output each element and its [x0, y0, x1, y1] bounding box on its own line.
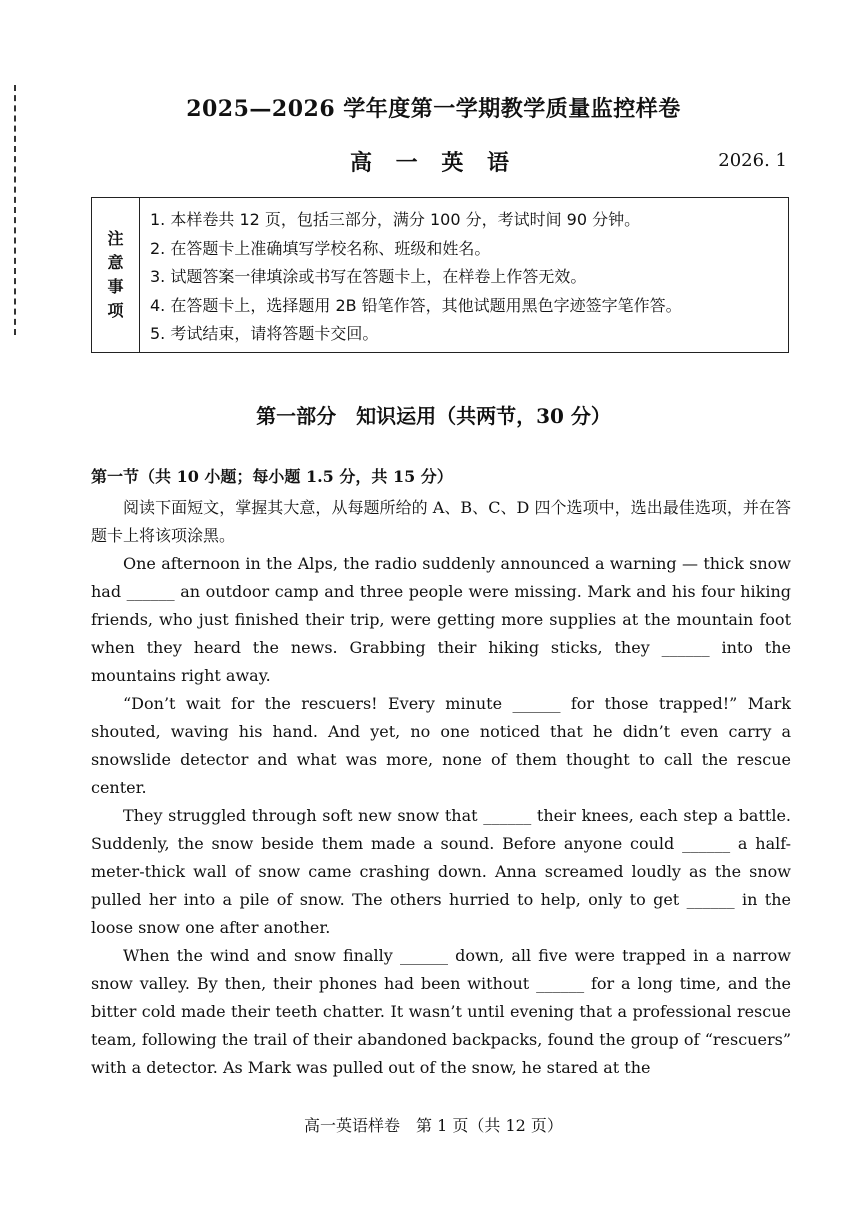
passage-paragraph: “Don’t wait for the rescuers! Every minute ______ for those trapped!” Mark shouted, waving his hand. And yet, no one noticed that he didn’t even carry a snowslide detector and what was more, none of them thought to call the rescue center. — [91, 694, 791, 797]
notice-item: 3. 试题答案一律填涂或书写在答题卡上，在样卷上作答无效。 — [150, 267, 587, 286]
notice-item: 1. 本样卷共 12 页，包括三部分，满分 100 分，考试时间 90 分钟。 — [150, 210, 641, 229]
exam-title: 2025—2026 学年度第一学期教学质量监控样卷 — [186, 96, 681, 122]
notice-label-char: 事 — [107, 277, 124, 296]
notice-box — [91, 197, 789, 353]
notice-label-char: 注 — [107, 229, 124, 248]
section-one-title: 第一节（共 10 小题；每小题 1.5 分，共 15 分） — [91, 467, 453, 486]
notice-label-char: 项 — [107, 301, 124, 320]
cloze-passage — [91, 494, 791, 1082]
passage-paragraph: One afternoon in the Alps, the radio suddenly announced a warning — thick snow had ______ an outdoor camp and three people were missing. Mark and his four hiking friends, who just finished their trip, were getting more supplies at the mountain foot when they heard the news. Grabbing their hiking sticks, they ______ into the mountains right away. — [91, 554, 791, 685]
notice-label — [92, 198, 140, 352]
exam-date: 2026. 1 — [718, 150, 787, 171]
passage-paragraph: When the wind and snow finally ______ down, all five were trapped in a narrow snow valley. By then, their phones had been without ______ for a long time, and the bitter cold made their teeth chatter. It wasn’t until evening that a professional rescue team, following the trail of their abandoned backpacks, found the group of “rescuers” with a detector. As Mark was pulled out of the snow, he stared at the — [91, 946, 791, 1077]
subject-title: 高 一 英 语 — [350, 150, 517, 176]
notice-item: 5. 考试结束，请将答题卡交回。 — [150, 324, 379, 343]
notice-item: 2. 在答题卡上准确填写学校名称、班级和姓名。 — [150, 238, 491, 258]
instruction-paragraph: 阅读下面短文，掌握其大意，从每题所给的 A、B、C、D 四个选项中，选出最佳选项，并在答题卡上将该项涂黑。 — [91, 498, 791, 545]
passage-paragraph: They struggled through soft new snow that ______ their knees, each step a battle. Suddenly, the snow beside them made a sound. Before anyone could ______ a half-meter-thick wall of snow came crashing down. Anna screamed loudly as the snow pulled her into a pile of snow. The others hurried to help, only to get ______ in the loose snow one after another. — [91, 806, 791, 937]
notice-item: 4. 在答题卡上，选择题用 2B 铅笔作答，其他试题用黑色字迹签字笔作答。 — [150, 295, 682, 315]
page-footer: 高一英语样卷 第 1 页（共 12 页） — [304, 1116, 563, 1135]
notice-label-char: 意 — [107, 253, 124, 272]
notice-list — [140, 198, 788, 352]
part-one-title: 第一部分 知识运用（共两节，30 分） — [256, 404, 611, 428]
